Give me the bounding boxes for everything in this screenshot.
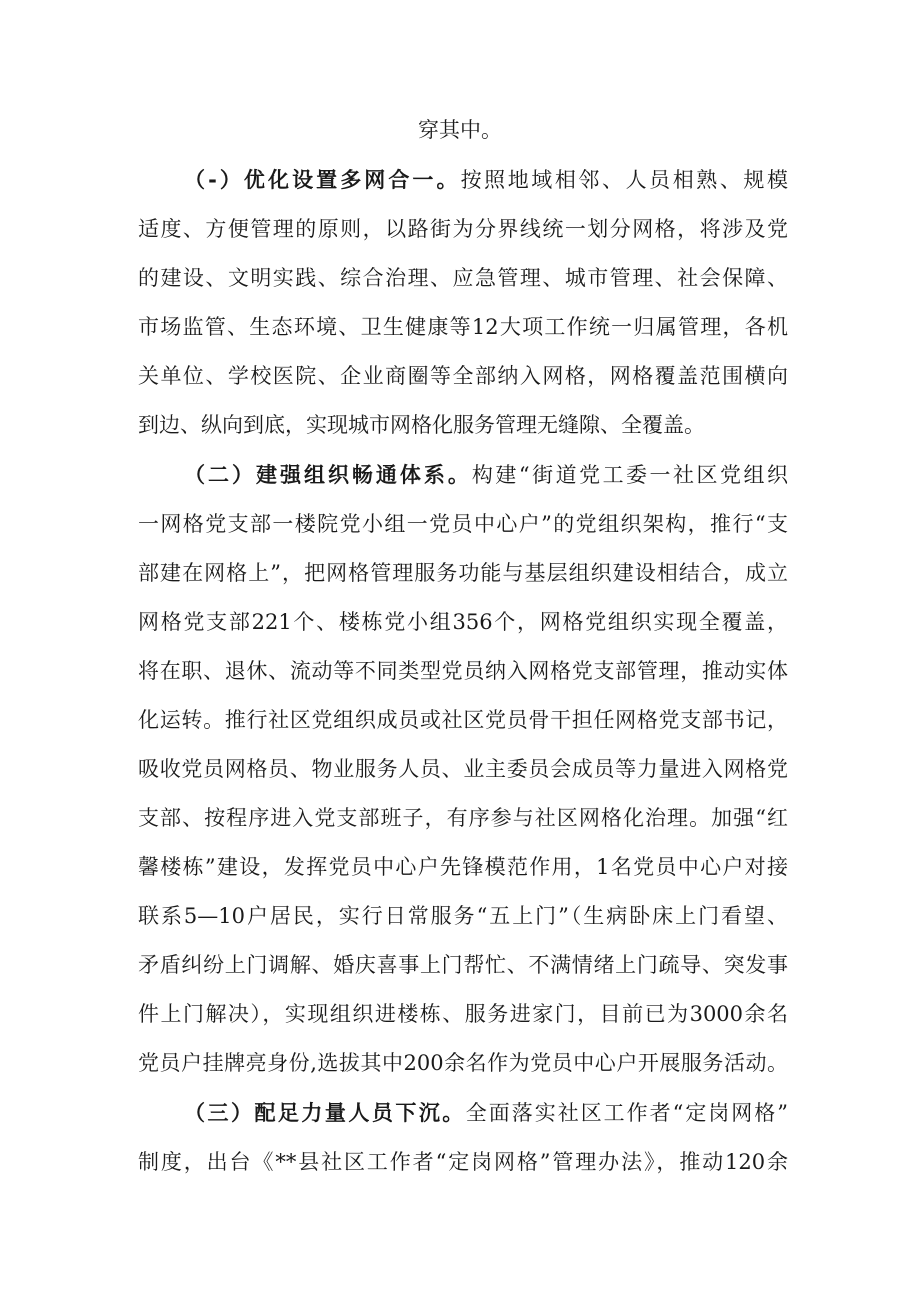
text-line: 一网格党支部一楼院党小组一党员中心户”的党组织架构，推行“支 bbox=[138, 512, 788, 536]
text-line: 关单位、学校医院、企业商圈等全部纳入网格，网格覆盖范围横向 bbox=[138, 364, 788, 388]
text-line: 联系5—10户居民，实行日常服务“五上门”（生病卧床上门看望、 bbox=[138, 904, 788, 928]
text-line: 矛盾纠纷上门调解、婚庆喜事上门帮忙、不满情绪上门疏导、突发事 bbox=[138, 953, 788, 977]
text-line: 制度，出台《**县社区工作者“定岗网格”管理办法》，推动120余 bbox=[138, 1150, 788, 1174]
section-heading-continuation: 构建“街道党工委一社区党组织 bbox=[471, 463, 788, 487]
text-line: 支部、按程序进入党支部班子，有序参与社区网格化治理。加强“红 bbox=[138, 806, 788, 830]
text-line: 化运转。推行社区党组织成员或社区党员骨干担任网格党支部书记， bbox=[138, 708, 788, 732]
section-heading-line bbox=[184, 1099, 788, 1127]
text-line: 件上门解决），实现组织进楼栋、服务进家门，目前已为3000余名 bbox=[138, 1002, 788, 1026]
text-line: 适度、方便管理的原则，以路街为分界线统一划分网格，将涉及党 bbox=[138, 217, 788, 241]
text-line: 党员户挂牌亮身份,选拔其中200余名作为党员中心户开展服务活动。 bbox=[138, 1051, 788, 1075]
text-line: 部建在网格上”，把网格管理服务功能与基层组织建设相结合，成立 bbox=[138, 561, 788, 585]
text-line: 到边、纵向到底，实现城市网格化服务管理无缝隙、全覆盖。 bbox=[138, 413, 705, 437]
section-heading: （二）建强组织畅通体系。 bbox=[184, 463, 472, 487]
text-line: 穿其中。 bbox=[418, 118, 502, 142]
text-line: 网格党支部221个、楼栋党小组356个，网格党组织实现全覆盖， bbox=[138, 610, 788, 634]
section-heading-line bbox=[184, 461, 788, 489]
text-line: 馨楼栋”建设，发挥党员中心户先锋模范作用，1名党员中心户对接 bbox=[138, 855, 788, 879]
text-line: 吸收党员网格员、物业服务人员、业主委员会成员等力量进入网格党 bbox=[138, 757, 788, 781]
text-line: 的建设、文明实践、综合治理、应急管理、城市管理、社会保障、 bbox=[138, 266, 788, 290]
section-heading-line bbox=[184, 166, 788, 194]
text-line: 市场监管、生态环境、卫生健康等12大项工作统一归属管理，各机 bbox=[138, 315, 788, 339]
text-line: 将在职、退休、流动等不同类型党员纳入网格党支部管理，推动实体 bbox=[138, 659, 788, 683]
section-heading: （三）配足力量人员下沉。 bbox=[184, 1101, 466, 1125]
section-heading-continuation: 全面落实社区工作者“定岗网格” bbox=[465, 1101, 788, 1125]
section-heading-continuation: 按照地域相邻、人员相熟、规模 bbox=[460, 168, 788, 192]
section-heading: （-）优化设置多网合一。 bbox=[184, 168, 461, 192]
